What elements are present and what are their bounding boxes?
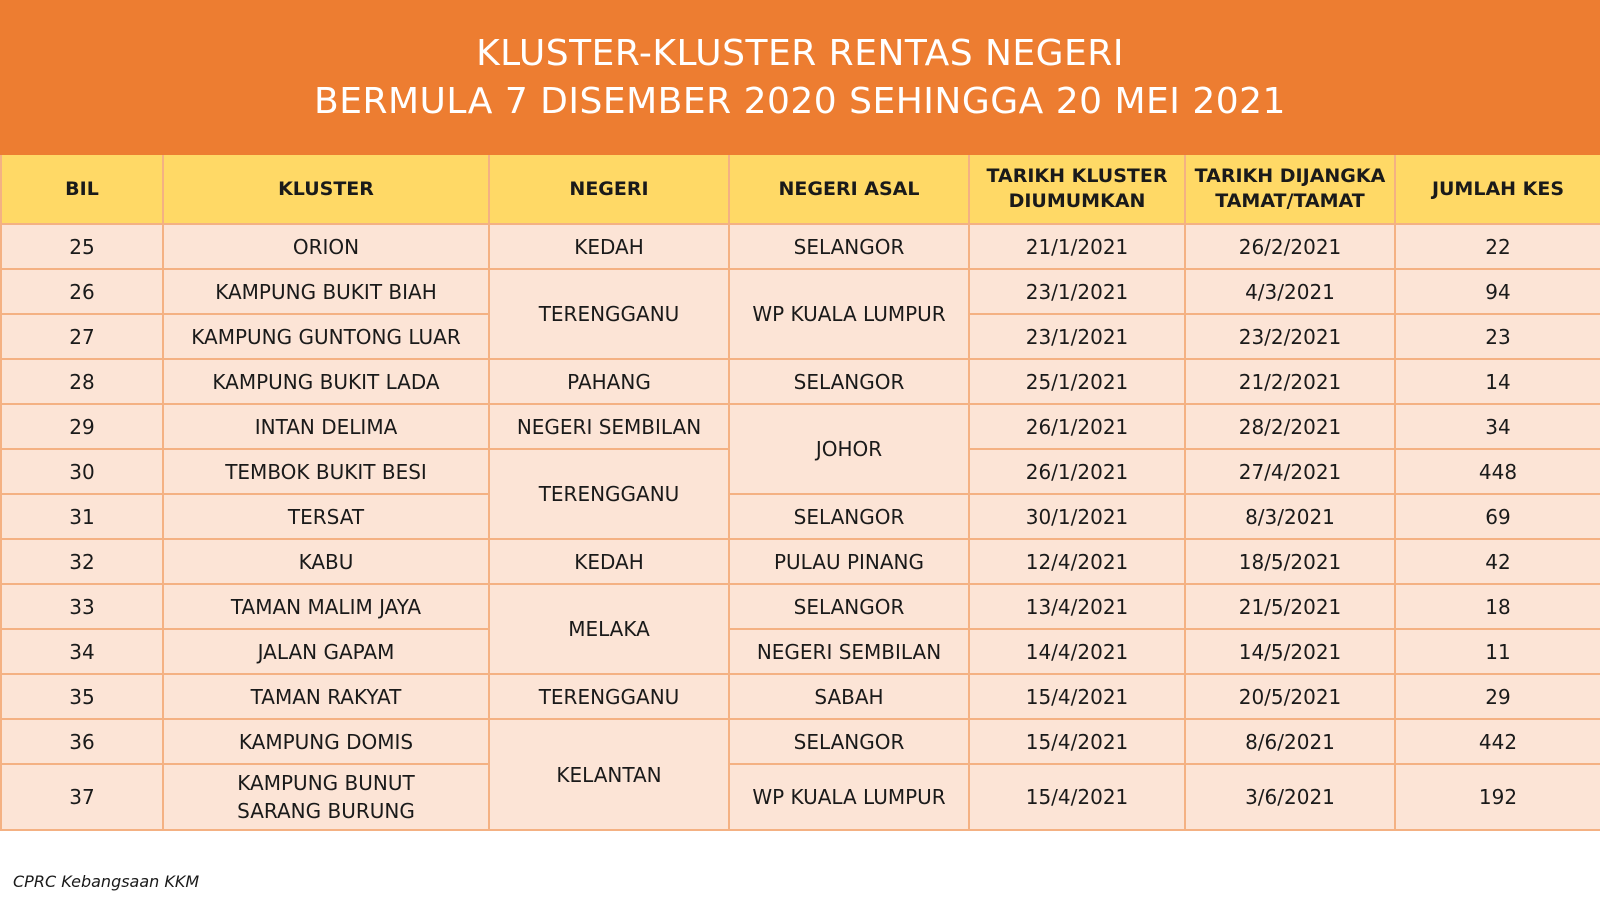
cell-diumumkan: 15/4/2021 [969,674,1185,719]
header-negeri: NEGERI [489,155,729,224]
cell-diumumkan: 25/1/2021 [969,359,1185,404]
table-header-row [1,155,1600,224]
cell-negeri: PAHANG [489,359,729,404]
header-negeri-asal: NEGERI ASAL [729,155,969,224]
cell-jumlah: 22 [1395,224,1600,269]
cluster-table [0,155,1600,831]
cell-kluster: KAMPUNG DOMIS [163,719,489,764]
cell-negeri-asal: PULAU PINANG [729,539,969,584]
cell-bil: 34 [1,629,163,674]
cell-bil: 28 [1,359,163,404]
cell-negeri-asal: WP KUALA LUMPUR [729,269,969,359]
table-row [1,269,1600,314]
cell-bil: 25 [1,224,163,269]
cell-jumlah: 69 [1395,494,1600,539]
cell-bil: 35 [1,674,163,719]
cell-tamat: 28/2/2021 [1185,404,1395,449]
cell-negeri: KELANTAN [489,719,729,830]
cell-tamat: 26/2/2021 [1185,224,1395,269]
table-row [1,359,1600,404]
cell-tamat: 21/2/2021 [1185,359,1395,404]
source-credit: CPRC Kebangsaan KKM [13,872,200,891]
cell-kluster: TAMAN MALIM JAYA [163,584,489,629]
cell-kluster-line1: KAMPUNG BUNUT [237,771,415,795]
cell-diumumkan: 26/1/2021 [969,449,1185,494]
cell-kluster: KAMPUNG BUKIT LADA [163,359,489,404]
cell-bil: 30 [1,449,163,494]
header-tarikh-diumumkan-line1: TARIKH KLUSTER [986,165,1168,187]
cell-bil: 31 [1,494,163,539]
cell-negeri-asal: SELANGOR [729,719,969,764]
cell-tamat: 27/4/2021 [1185,449,1395,494]
cell-diumumkan: 30/1/2021 [969,494,1185,539]
cell-diumumkan: 15/4/2021 [969,719,1185,764]
cell-kluster: JALAN GAPAM [163,629,489,674]
cell-diumumkan: 21/1/2021 [969,224,1185,269]
cell-jumlah: 42 [1395,539,1600,584]
cell-kluster: KAMPUNG GUNTONG LUAR [163,314,489,359]
cell-diumumkan: 13/4/2021 [969,584,1185,629]
cell-negeri-asal: SELANGOR [729,224,969,269]
table-row [1,764,1600,830]
cell-tamat: 14/5/2021 [1185,629,1395,674]
cell-negeri-asal: SABAH [729,674,969,719]
table-row [1,674,1600,719]
table-row [1,404,1600,449]
cell-bil: 37 [1,764,163,830]
cell-jumlah: 11 [1395,629,1600,674]
header-tarikh-tamat [1185,155,1395,224]
cell-jumlah: 442 [1395,719,1600,764]
cell-diumumkan: 12/4/2021 [969,539,1185,584]
cell-negeri-asal: SELANGOR [729,359,969,404]
header-kluster: KLUSTER [163,155,489,224]
cell-diumumkan: 23/1/2021 [969,314,1185,359]
cell-bil: 26 [1,269,163,314]
cell-tamat: 8/6/2021 [1185,719,1395,764]
cell-diumumkan: 23/1/2021 [969,269,1185,314]
cell-negeri: KEDAH [489,224,729,269]
cell-tamat: 8/3/2021 [1185,494,1395,539]
cell-bil: 27 [1,314,163,359]
cell-negeri-asal: NEGERI SEMBILAN [729,629,969,674]
table-row [1,539,1600,584]
table-row [1,629,1600,674]
cell-negeri: TERENGGANU [489,674,729,719]
cell-tamat: 20/5/2021 [1185,674,1395,719]
cell-kluster: INTAN DELIMA [163,404,489,449]
cell-kluster [163,764,489,830]
header-tarikh-diumumkan [969,155,1185,224]
cell-tamat: 3/6/2021 [1185,764,1395,830]
title-line-1: KLUSTER-KLUSTER RENTAS NEGERI [476,33,1124,74]
cell-negeri: NEGERI SEMBILAN [489,404,729,449]
cell-negeri-asal: SELANGOR [729,494,969,539]
cell-jumlah: 34 [1395,404,1600,449]
cell-tamat: 4/3/2021 [1185,269,1395,314]
cell-negeri-asal: SELANGOR [729,584,969,629]
cell-diumumkan: 26/1/2021 [969,404,1185,449]
cell-kluster: TAMAN RAKYAT [163,674,489,719]
cell-kluster: KAMPUNG BUKIT BIAH [163,269,489,314]
cell-kluster: TEMBOK BUKIT BESI [163,449,489,494]
cell-negeri-asal: JOHOR [729,404,969,494]
header-tarikh-diumumkan-line2: DIUMUMKAN [1008,190,1146,212]
cell-kluster: KABU [163,539,489,584]
table-row [1,494,1600,539]
cell-negeri: MELAKA [489,584,729,674]
cell-tamat: 21/5/2021 [1185,584,1395,629]
table-row [1,719,1600,764]
cell-diumumkan: 15/4/2021 [969,764,1185,830]
header-tarikh-tamat-line1: TARIKH DIJANGKA [1194,165,1386,187]
cell-negeri-asal: WP KUALA LUMPUR [729,764,969,830]
cell-jumlah: 23 [1395,314,1600,359]
cell-negeri: TERENGGANU [489,449,729,539]
cell-jumlah: 192 [1395,764,1600,830]
cell-tamat: 23/2/2021 [1185,314,1395,359]
header-jumlah-kes: JUMLAH KES [1395,155,1600,224]
cell-negeri: KEDAH [489,539,729,584]
table-row [1,584,1600,629]
cell-kluster: TERSAT [163,494,489,539]
cell-negeri: TERENGGANU [489,269,729,359]
cell-jumlah: 14 [1395,359,1600,404]
table-row [1,224,1600,269]
cell-kluster: ORION [163,224,489,269]
cell-jumlah: 18 [1395,584,1600,629]
cell-jumlah: 94 [1395,269,1600,314]
cell-bil: 32 [1,539,163,584]
header-bil: BIL [1,155,163,224]
title-line-2: BERMULA 7 DISEMBER 2020 SEHINGGA 20 MEI 2021 [314,81,1286,122]
cell-kluster-line2: SARANG BURUNG [237,799,415,823]
cell-jumlah: 29 [1395,674,1600,719]
cell-diumumkan: 14/4/2021 [969,629,1185,674]
cell-jumlah: 448 [1395,449,1600,494]
title-banner [0,0,1600,155]
cell-bil: 29 [1,404,163,449]
cell-bil: 36 [1,719,163,764]
header-tarikh-tamat-line2: TAMAT/TAMAT [1215,190,1365,212]
cell-tamat: 18/5/2021 [1185,539,1395,584]
cell-bil: 33 [1,584,163,629]
